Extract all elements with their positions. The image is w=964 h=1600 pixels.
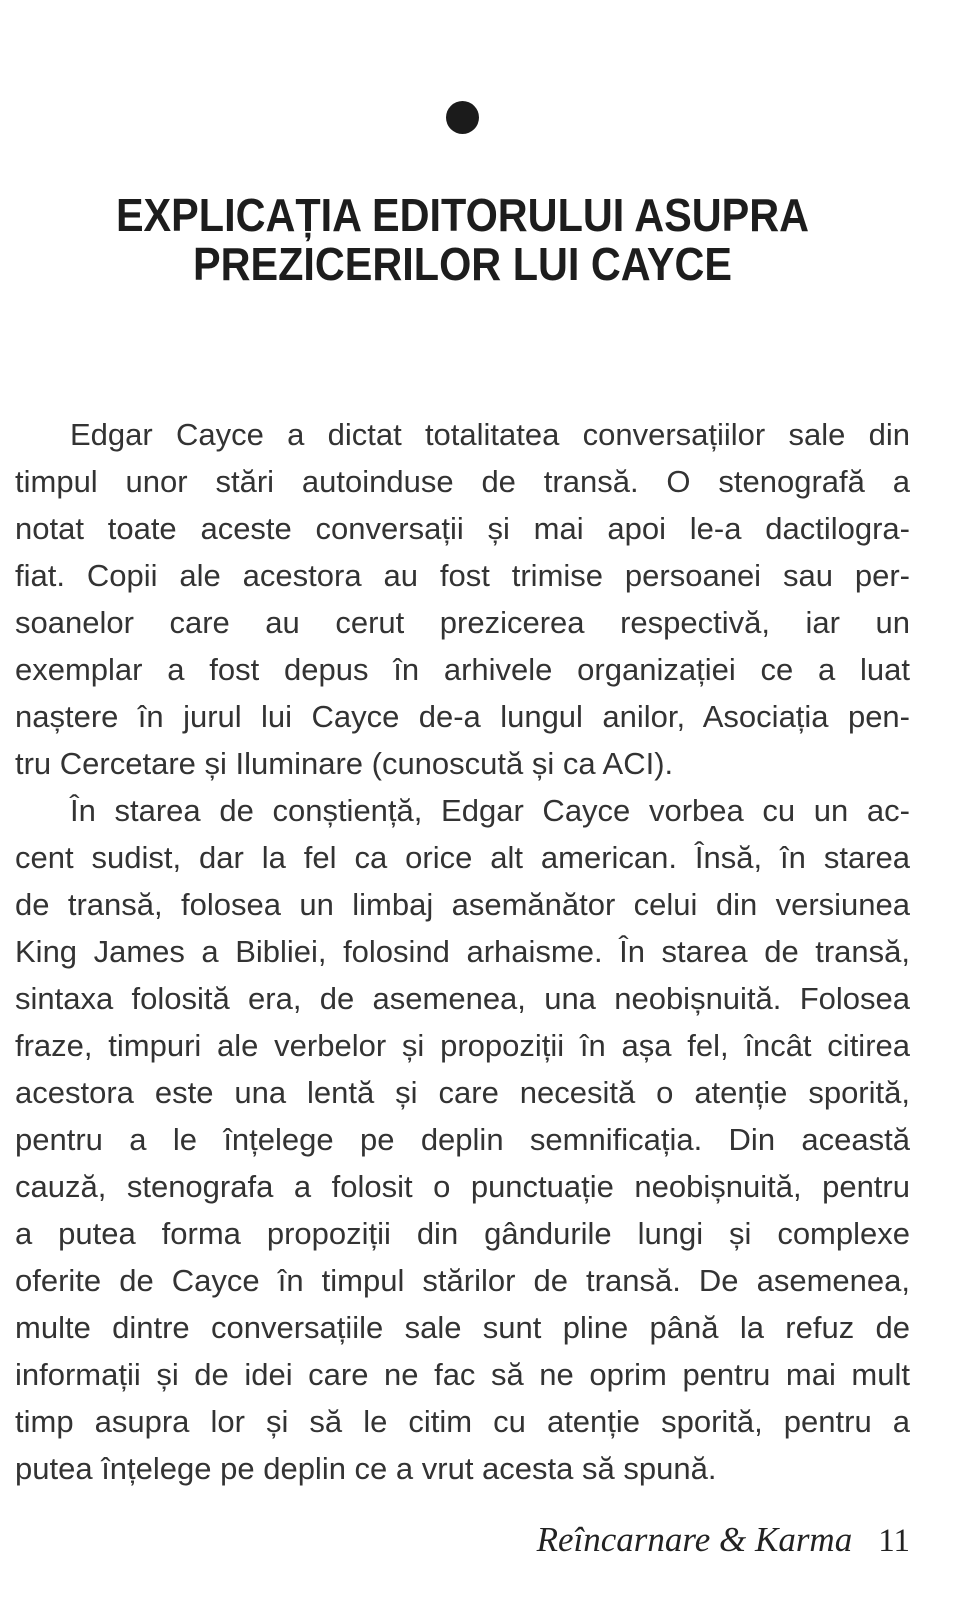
- page-number: 11: [878, 1523, 910, 1559]
- text-line: timp asupra lor și să le citim cu atenție sporită, pentru a: [15, 1404, 910, 1439]
- text-line: tru Cercetare și Iluminare (cunoscută și ca ACI).: [15, 746, 674, 781]
- paragraph: [15, 411, 910, 787]
- text-line: exemplar a fost depus în arhivele organizației ce a luat: [15, 652, 910, 687]
- chapter-title-line2: PREZICERILOR LUI CAYCE: [192, 238, 733, 290]
- text-line: acestora este una lentă și care necesită o atenție sporită,: [15, 1075, 910, 1110]
- text-line: putea înțelege pe deplin ce a vrut acesta să spună.: [15, 1451, 717, 1486]
- text-line: informații și de idei care ne fac să ne oprim pentru mai mult: [15, 1357, 910, 1392]
- text-line: King James a Bibliei, folosind arhaisme. În starea de transă,: [15, 934, 910, 969]
- chapter-title: [15, 191, 910, 289]
- text-line: fraze, timpuri ale verbelor și propoziții în așa fel, încât citirea: [15, 1028, 910, 1063]
- text-line: cent sudist, dar la fel ca orice alt american. Însă, în starea: [15, 840, 910, 875]
- running-title: Reîncarnare & Karma: [536, 1520, 853, 1559]
- body-text: [15, 411, 910, 1492]
- text-line: soanelor care au cerut prezicerea respectivă, iar un: [15, 605, 910, 640]
- text-line: cauză, stenografa a folosit o punctuație neobișnuită, pentru: [15, 1169, 910, 1204]
- text-line: fiat. Copii ale acestora au fost trimise persoanei sau per-: [15, 558, 910, 593]
- text-line: sintaxa folosită era, de asemenea, una neobișnuită. Folosea: [15, 981, 910, 1016]
- text-line: oferite de Cayce în timpul stărilor de transă. De asemenea,: [15, 1263, 910, 1298]
- text-line: de transă, folosea un limbaj asemănător celui din versiunea: [15, 887, 910, 922]
- text-line: În starea de conștiență, Edgar Cayce vorbea cu un ac-: [70, 793, 910, 828]
- page-footer: [15, 1520, 910, 1560]
- paragraph: [15, 787, 910, 1492]
- text-line: naștere în jurul lui Cayce de-a lungul anilor, Asociația pen-: [15, 699, 910, 734]
- text-line: timpul unor stări autoinduse de transă. O stenografă a: [15, 464, 910, 499]
- text-line: pentru a le înțelege pe deplin semnificația. Din această: [15, 1122, 910, 1157]
- chapter-title-line1: EXPLICAȚIA EDITORULUI ASUPRA: [115, 189, 810, 241]
- text-line: notat toate aceste conversații și mai apoi le-a dactilogra-: [15, 511, 910, 546]
- section-dot-icon: [446, 101, 479, 134]
- text-line: multe dintre conversațiile sale sunt pline până la refuz de: [15, 1310, 910, 1345]
- text-line: a putea forma propoziții din gândurile lungi și complexe: [15, 1216, 910, 1251]
- text-line: Edgar Cayce a dictat totalitatea conversațiilor sale din: [70, 417, 910, 452]
